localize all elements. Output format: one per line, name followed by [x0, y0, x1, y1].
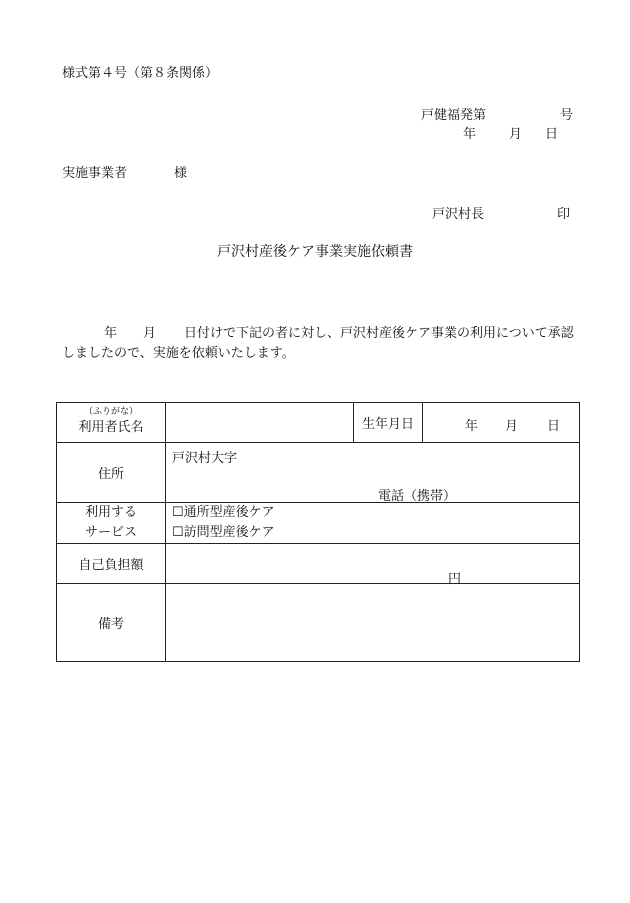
address-prefix: 戸沢村大字: [172, 451, 238, 466]
dob-label: 生年月日: [354, 403, 423, 443]
addressee-honorific: 様: [174, 166, 188, 181]
name-label-cell: [57, 403, 166, 443]
table-row-copay: [57, 544, 580, 584]
address-label: 住所: [57, 443, 166, 503]
request-form-table: [56, 402, 580, 662]
issue-date-day: 日: [545, 127, 559, 142]
form-number: 様式第４号（第８条関係）: [62, 66, 219, 81]
document-number-suffix: 号: [560, 108, 574, 123]
user-name-field[interactable]: [166, 403, 354, 443]
seal-mark: 印: [557, 207, 571, 222]
service-label-line1: 利用する: [84, 505, 137, 520]
sender: 戸沢村長: [432, 207, 485, 222]
service-option-home-visit[interactable]: ☐訪問型産後ケア: [172, 525, 275, 540]
service-label-cell: [57, 503, 166, 544]
table-row-name: [57, 403, 580, 443]
dob-month: 月: [505, 419, 519, 434]
body-year: 年: [104, 326, 118, 341]
body-month: 月: [143, 326, 157, 341]
addressee: 実施事業者: [62, 166, 128, 181]
dob-field[interactable]: [423, 403, 580, 443]
body-paragraph: [62, 324, 582, 364]
dob-year: 年: [465, 419, 479, 434]
phone-label: 電話（携帯）: [378, 489, 457, 504]
copay-field[interactable]: [166, 544, 580, 587]
body-text: 付けで下記の者に対し、戸沢村産後ケア事業の利用について承認しましたので、実施を依頼いたします。: [62, 326, 574, 361]
copay-unit: 円: [448, 572, 462, 587]
table-row-remarks: [57, 584, 580, 662]
issue-date-month: 月: [509, 127, 523, 142]
copay-label: 自己負担額: [57, 544, 166, 584]
furigana-label: （ふりがな）: [83, 406, 138, 417]
user-name-label: 利用者氏名: [78, 419, 144, 435]
remarks-field[interactable]: [166, 584, 580, 662]
service-label-line2: サービス: [84, 525, 137, 540]
address-field[interactable]: [166, 443, 580, 503]
table-row-service: [57, 503, 580, 544]
service-option-day-care[interactable]: ☐通所型産後ケア: [172, 505, 275, 520]
table-row-address: [57, 443, 580, 503]
service-options: [166, 503, 580, 544]
dob-day: 日: [547, 419, 561, 434]
body-day: 日: [184, 326, 198, 341]
issue-date-year: 年: [463, 127, 477, 142]
document-number-label: 戸健福発第: [421, 108, 487, 123]
remarks-label: 備考: [57, 584, 166, 662]
document-title: 戸沢村産後ケア事業実施依頼書: [217, 244, 413, 260]
